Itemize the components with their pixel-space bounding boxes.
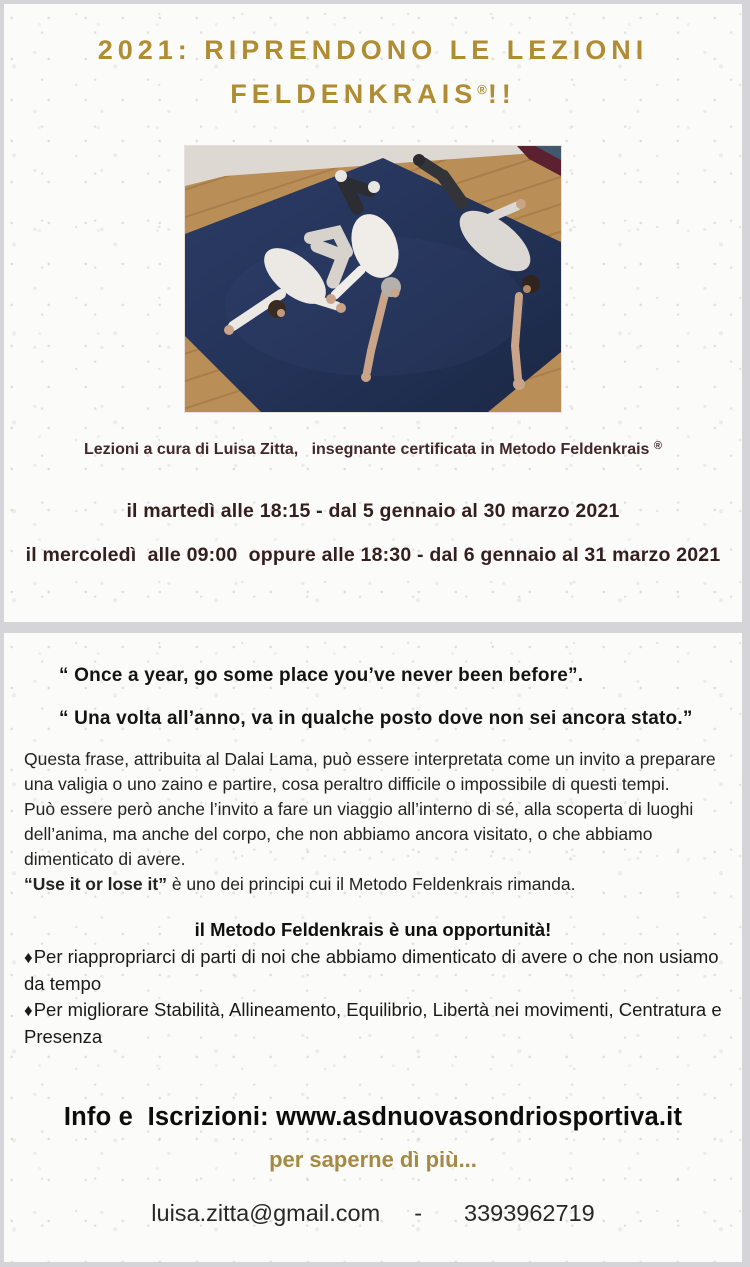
- paragraph-line: Questa frase, attribuita al Dalai Lama, può essere interpretata come un invito a preparare: [24, 749, 716, 769]
- more-info-line: per saperne dì più...: [269, 1147, 477, 1172]
- bullet-text: Per riappropriarci di parti di noi che abbiamo dimenticato di avere o che non usiamo da tempo: [24, 946, 719, 994]
- feldenkrais-class-photo: [184, 145, 562, 413]
- title-line-1: 2021: RIPRENDONO LE LEZIONI: [97, 35, 649, 65]
- list-item: [24, 944, 722, 997]
- paragraph-line: Può essere però anche l’invito a fare un viaggio all’interno di sé, alla scoperta di luoghi: [24, 799, 694, 819]
- photo-illustration: [185, 146, 561, 412]
- schedule-wednesday: il mercoledì alle 09:00 oppure alle 18:30 - dal 6 gennaio al 31 marzo 2021: [25, 544, 721, 566]
- body-paragraph: [24, 747, 722, 897]
- flyer-page-1: [4, 4, 742, 622]
- diamond-bullet-icon: ♦: [24, 1001, 33, 1020]
- page-title: [4, 30, 742, 114]
- title-line-2: FELDENKRAIS®!!: [230, 79, 516, 109]
- flyer-page-2: [4, 633, 742, 1262]
- registered-trademark-icon: ®: [477, 82, 488, 97]
- contact-line: [24, 1200, 722, 1227]
- benefits-list: [24, 944, 722, 1050]
- photo-caption: Lezioni a cura di Luisa Zitta, insegnante certificata in Metodo Feldenkrais ®: [83, 440, 662, 458]
- diamond-bullet-icon: ♦: [24, 948, 33, 967]
- opportunity-heading: il Metodo Feldenkrais è una opportunità!: [194, 919, 552, 940]
- registered-trademark-icon: ®: [653, 440, 662, 452]
- bullet-text: Per migliorare Stabilità, Allineamento, Equilibrio, Libertà nei movimenti, Centratura e Presenza: [24, 999, 722, 1047]
- paragraph-line: dimenticato di avere.: [24, 849, 186, 869]
- quote-english: “ Once a year, go some place you’ve never been before”.: [59, 665, 584, 686]
- separator-dash: -: [414, 1200, 423, 1226]
- list-item: [24, 997, 722, 1050]
- quote-italian: “ Una volta all’anno, va in qualche posto dove non sei ancora stato.”: [59, 708, 693, 729]
- use-it-or-lose-it-line: “Use it or lose it” è uno dei principi cui il Metodo Feldenkrais rimanda.: [24, 874, 576, 894]
- schedule-tuesday: il martedì alle 18:15 - dal 5 gennaio al 30 marzo 2021: [126, 500, 620, 522]
- phone-text: 3393962719: [464, 1200, 595, 1226]
- email-text: luisa.zitta@gmail.com: [151, 1200, 381, 1226]
- paragraph-line: una valigia o uno zaino e partire, cosa peraltro difficile o impossibile di questi tempi.: [24, 774, 670, 794]
- info-registration-line: Info e Iscrizioni: www.asdnuovasondriosportiva.it: [63, 1103, 683, 1131]
- paragraph-line: dell’anima, ma anche del corpo, che non abbiamo ancora visitato, o che abbiamo: [24, 824, 653, 844]
